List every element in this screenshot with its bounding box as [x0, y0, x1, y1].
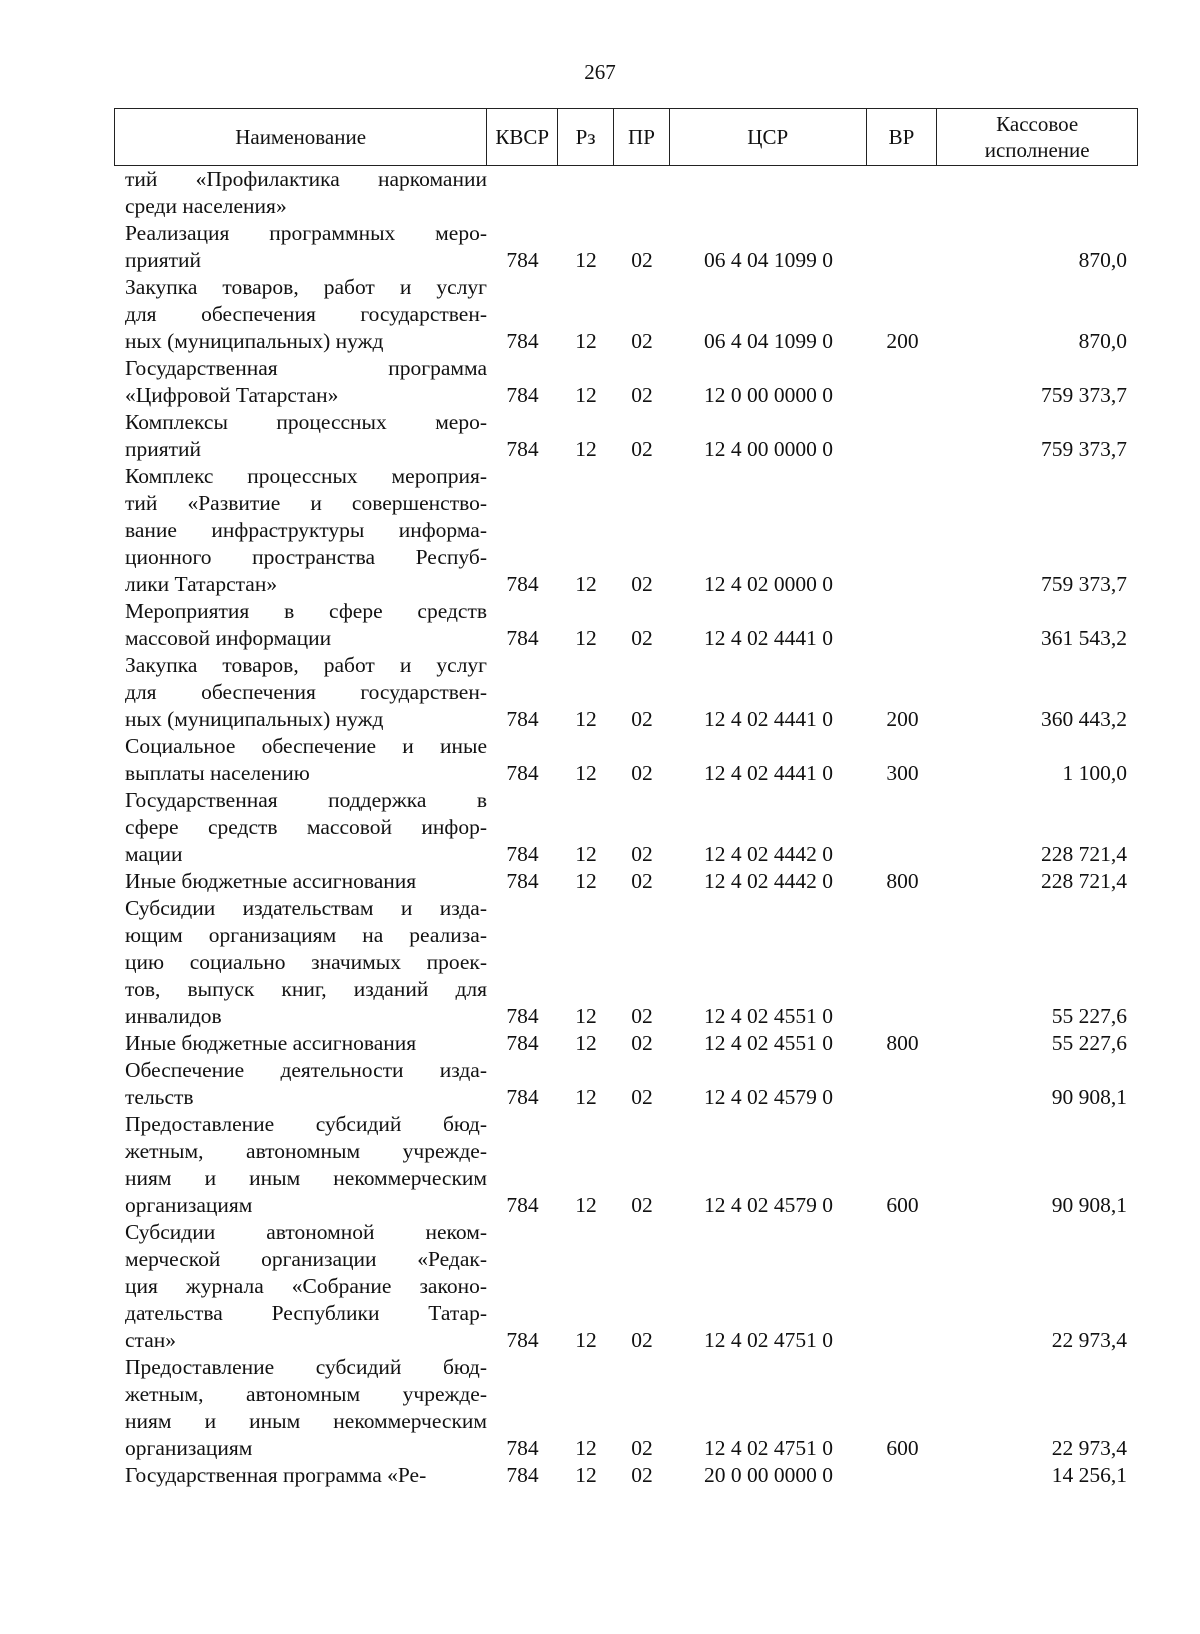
row-rz: 12 [575, 707, 597, 731]
row-vr: 200 [886, 707, 919, 731]
row-name-line: Обеспечение деятельности изда- [125, 1058, 487, 1082]
table-row [114, 787, 1138, 868]
row-csr: 12 4 02 4751 0 [704, 1436, 833, 1460]
row-csr: 12 4 00 0000 0 [704, 437, 833, 461]
row-rz: 12 [575, 1085, 597, 1109]
row-sum: 361 543,2 [1041, 626, 1127, 650]
row-kvsr: 784 [506, 707, 539, 731]
row-pr: 02 [631, 248, 653, 272]
row-pr: 02 [631, 761, 653, 785]
row-sum: 90 908,1 [1051, 1193, 1127, 1217]
row-name-line: мерческой организации «Редак- [125, 1247, 487, 1271]
row-name-line: стан» [125, 1328, 176, 1352]
row-name [114, 1354, 487, 1462]
row-kvsr: 784 [506, 329, 539, 353]
row-rz: 12 [575, 329, 597, 353]
row-rz: 12 [575, 626, 597, 650]
table-row [114, 1111, 1138, 1219]
row-sum: 22 973,4 [1051, 1436, 1127, 1460]
row-name-line: жетным, автономным учрежде- [125, 1139, 487, 1163]
row-name-line: цию социально значимых проек- [125, 950, 487, 974]
row-pr: 02 [631, 626, 653, 650]
header-sum-line2: исполнение [984, 138, 1090, 162]
row-name-line: приятий [125, 248, 202, 272]
table-row [114, 895, 1138, 1030]
header-rz: Рз [558, 109, 614, 165]
row-rz: 12 [575, 1436, 597, 1460]
table-row [114, 1462, 1138, 1489]
table-body [114, 166, 1138, 1489]
row-sum: 14 256,1 [1051, 1463, 1127, 1487]
row-kvsr: 784 [506, 572, 539, 596]
header-name: Наименование [115, 109, 487, 165]
row-name-line: Государственная программа «Ре- [125, 1463, 427, 1487]
row-pr: 02 [631, 1328, 653, 1352]
row-pr: 02 [631, 1031, 653, 1055]
row-name-line: Иные бюджетные ассигнования [125, 1031, 417, 1055]
row-name-line: Предоставление субсидий бюд- [125, 1112, 487, 1136]
row-csr: 12 4 02 4579 0 [704, 1193, 833, 1217]
row-rz: 12 [575, 248, 597, 272]
table-header [114, 108, 1138, 166]
row-pr: 02 [631, 1193, 653, 1217]
row-kvsr: 784 [506, 1463, 539, 1487]
row-name-line: приятий [125, 437, 202, 461]
page-number: 267 [584, 60, 616, 84]
row-name-line: вание инфраструктуры информа- [125, 518, 487, 542]
row-vr: 600 [886, 1436, 919, 1460]
table-row [114, 868, 1138, 895]
row-kvsr: 784 [506, 1085, 539, 1109]
row-rz: 12 [575, 1031, 597, 1055]
row-name-line: организациям [125, 1193, 253, 1217]
row-sum: 228 721,4 [1041, 869, 1127, 893]
row-name [114, 409, 487, 463]
row-sum: 1 100,0 [1062, 761, 1127, 785]
table-row [114, 355, 1138, 409]
row-name-line: ных (муниципальных) нужд [125, 707, 384, 731]
row-rz: 12 [575, 383, 597, 407]
row-name-line: ющим организациям на реализа- [125, 923, 487, 947]
row-name-line: выплаты населению [125, 761, 310, 785]
row-kvsr: 784 [506, 248, 539, 272]
row-sum: 870,0 [1078, 329, 1127, 353]
row-name-line: ционного пространства Респуб- [125, 545, 487, 569]
row-kvsr: 784 [506, 1031, 539, 1055]
row-csr: 12 4 02 4441 0 [704, 761, 833, 785]
row-pr: 02 [631, 437, 653, 461]
row-sum: 870,0 [1078, 248, 1127, 272]
row-name [114, 1219, 487, 1354]
header-csr: ЦСР [670, 109, 867, 165]
table-row [114, 733, 1138, 787]
row-name-line: дательства Республики Татар- [125, 1301, 487, 1325]
row-name-line: тов, выпуск книг, изданий для [125, 977, 487, 1001]
row-name-line: для обеспечения государствен- [125, 302, 487, 326]
row-csr: 12 4 02 4442 0 [704, 842, 833, 866]
row-sum: 90 908,1 [1051, 1085, 1127, 1109]
row-pr: 02 [631, 383, 653, 407]
table-row [114, 463, 1138, 598]
row-name [114, 1462, 487, 1489]
row-name-line: Комплексы процессных меро- [125, 410, 487, 434]
row-csr: 12 4 02 4551 0 [704, 1004, 833, 1028]
row-name-line: Закупка товаров, работ и услуг [125, 275, 487, 299]
header-sum-line1: Кассовое [996, 111, 1079, 136]
table-row [114, 1219, 1138, 1354]
row-pr: 02 [631, 1463, 653, 1487]
row-name [114, 1030, 487, 1057]
table-row [114, 274, 1138, 355]
row-csr: 12 4 02 4442 0 [704, 869, 833, 893]
row-name [114, 463, 487, 598]
row-name-line: Мероприятия в сфере средств [125, 599, 487, 623]
row-name-line: лики Татарстан» [125, 572, 278, 596]
row-pr: 02 [631, 329, 653, 353]
row-name [114, 733, 487, 787]
row-name-line: «Цифровой Татарстан» [125, 383, 339, 407]
table-row [114, 652, 1138, 733]
table-row [114, 1057, 1138, 1111]
row-kvsr: 784 [506, 761, 539, 785]
header-kvsr: КВСР [487, 109, 558, 165]
row-name-line: Государственная программа [125, 356, 487, 380]
row-pr: 02 [631, 842, 653, 866]
row-pr: 02 [631, 1004, 653, 1028]
row-name-line: массовой информации [125, 626, 332, 650]
row-vr: 200 [886, 329, 919, 353]
row-name [114, 355, 487, 409]
row-pr: 02 [631, 1436, 653, 1460]
row-kvsr: 784 [506, 1436, 539, 1460]
row-rz: 12 [575, 869, 597, 893]
row-name [114, 652, 487, 733]
row-name-line: Реализация программных меро- [125, 221, 487, 245]
row-name [114, 220, 487, 274]
row-vr: 800 [886, 869, 919, 893]
row-name-line: тий «Развитие и совершенство- [125, 491, 487, 515]
table-row [114, 166, 1138, 220]
row-name-line: Субсидии автономной неком- [125, 1220, 487, 1244]
row-sum: 228 721,4 [1041, 842, 1127, 866]
row-name-line: ных (муниципальных) нужд [125, 329, 384, 353]
row-rz: 12 [575, 842, 597, 866]
row-name-line: Закупка товаров, работ и услуг [125, 653, 487, 677]
row-rz: 12 [575, 1193, 597, 1217]
row-name-line: сфере средств массовой инфор- [125, 815, 487, 839]
row-name [114, 1057, 487, 1111]
row-csr: 12 0 00 0000 0 [704, 383, 833, 407]
row-vr: 800 [886, 1031, 919, 1055]
row-name-line: Социальное обеспечение и иные [125, 734, 487, 758]
table-row [114, 1030, 1138, 1057]
row-kvsr: 784 [506, 1328, 539, 1352]
row-name-line: организациям [125, 1436, 253, 1460]
row-rz: 12 [575, 1328, 597, 1352]
row-name-line: ция журнала «Собрание законо- [125, 1274, 487, 1298]
row-sum: 55 227,6 [1051, 1031, 1127, 1055]
row-kvsr: 784 [506, 437, 539, 461]
row-name-line: ниям и иным некоммерческим [125, 1409, 487, 1433]
row-pr: 02 [631, 707, 653, 731]
row-kvsr: 784 [506, 626, 539, 650]
row-rz: 12 [575, 1004, 597, 1028]
row-sum: 759 373,7 [1041, 383, 1127, 407]
row-kvsr: 784 [506, 1004, 539, 1028]
row-name-line: ниям и иным некоммерческим [125, 1166, 487, 1190]
header-vr: ВР [867, 109, 938, 165]
row-csr: 12 4 02 4551 0 [704, 1031, 833, 1055]
row-name-line: среди населения» [125, 194, 287, 218]
row-csr: 12 4 02 4441 0 [704, 707, 833, 731]
row-name-line: жетным, автономным учрежде- [125, 1382, 487, 1406]
row-pr: 02 [631, 869, 653, 893]
row-kvsr: 784 [506, 1193, 539, 1217]
row-kvsr: 784 [506, 842, 539, 866]
row-csr: 20 0 00 0000 0 [704, 1463, 833, 1487]
row-rz: 12 [575, 1463, 597, 1487]
row-name-line: для обеспечения государствен- [125, 680, 487, 704]
row-csr: 12 4 02 4579 0 [704, 1085, 833, 1109]
row-rz: 12 [575, 572, 597, 596]
row-name-line: инвалидов [125, 1004, 222, 1028]
row-csr: 12 4 02 0000 0 [704, 572, 833, 596]
row-vr: 300 [886, 761, 919, 785]
header-sum [937, 109, 1137, 165]
row-name-line: Комплекс процессных мероприя- [125, 464, 487, 488]
row-name [114, 895, 487, 1030]
row-kvsr: 784 [506, 869, 539, 893]
row-csr: 12 4 02 4441 0 [704, 626, 833, 650]
row-sum: 55 227,6 [1051, 1004, 1127, 1028]
row-csr: 06 4 04 1099 0 [704, 329, 833, 353]
row-csr: 12 4 02 4751 0 [704, 1328, 833, 1352]
row-kvsr: 784 [506, 383, 539, 407]
row-name-line: мации [125, 842, 183, 866]
row-name [114, 1111, 487, 1219]
table-row [114, 598, 1138, 652]
row-csr: 06 4 04 1099 0 [704, 248, 833, 272]
row-name [114, 274, 487, 355]
row-name [114, 598, 487, 652]
row-sum: 759 373,7 [1041, 437, 1127, 461]
row-name-line: Иные бюджетные ассигнования [125, 869, 417, 893]
row-name-line: тий «Профилактика наркомании [125, 167, 487, 191]
table-row [114, 220, 1138, 274]
row-rz: 12 [575, 761, 597, 785]
table-row [114, 409, 1138, 463]
row-name [114, 868, 487, 895]
row-pr: 02 [631, 1085, 653, 1109]
row-pr: 02 [631, 572, 653, 596]
row-sum: 22 973,4 [1051, 1328, 1127, 1352]
row-vr: 600 [886, 1193, 919, 1217]
row-name [114, 787, 487, 868]
row-name-line: Субсидии издательствам и изда- [125, 896, 487, 920]
row-sum: 759 373,7 [1041, 572, 1127, 596]
row-name-line: тельств [125, 1085, 194, 1109]
row-rz: 12 [575, 437, 597, 461]
table-row [114, 1354, 1138, 1462]
row-sum: 360 443,2 [1041, 707, 1127, 731]
row-name-line: Предоставление субсидий бюд- [125, 1355, 487, 1379]
header-pr: ПР [614, 109, 670, 165]
row-name [114, 166, 487, 220]
row-name-line: Государственная поддержка в [125, 788, 487, 812]
